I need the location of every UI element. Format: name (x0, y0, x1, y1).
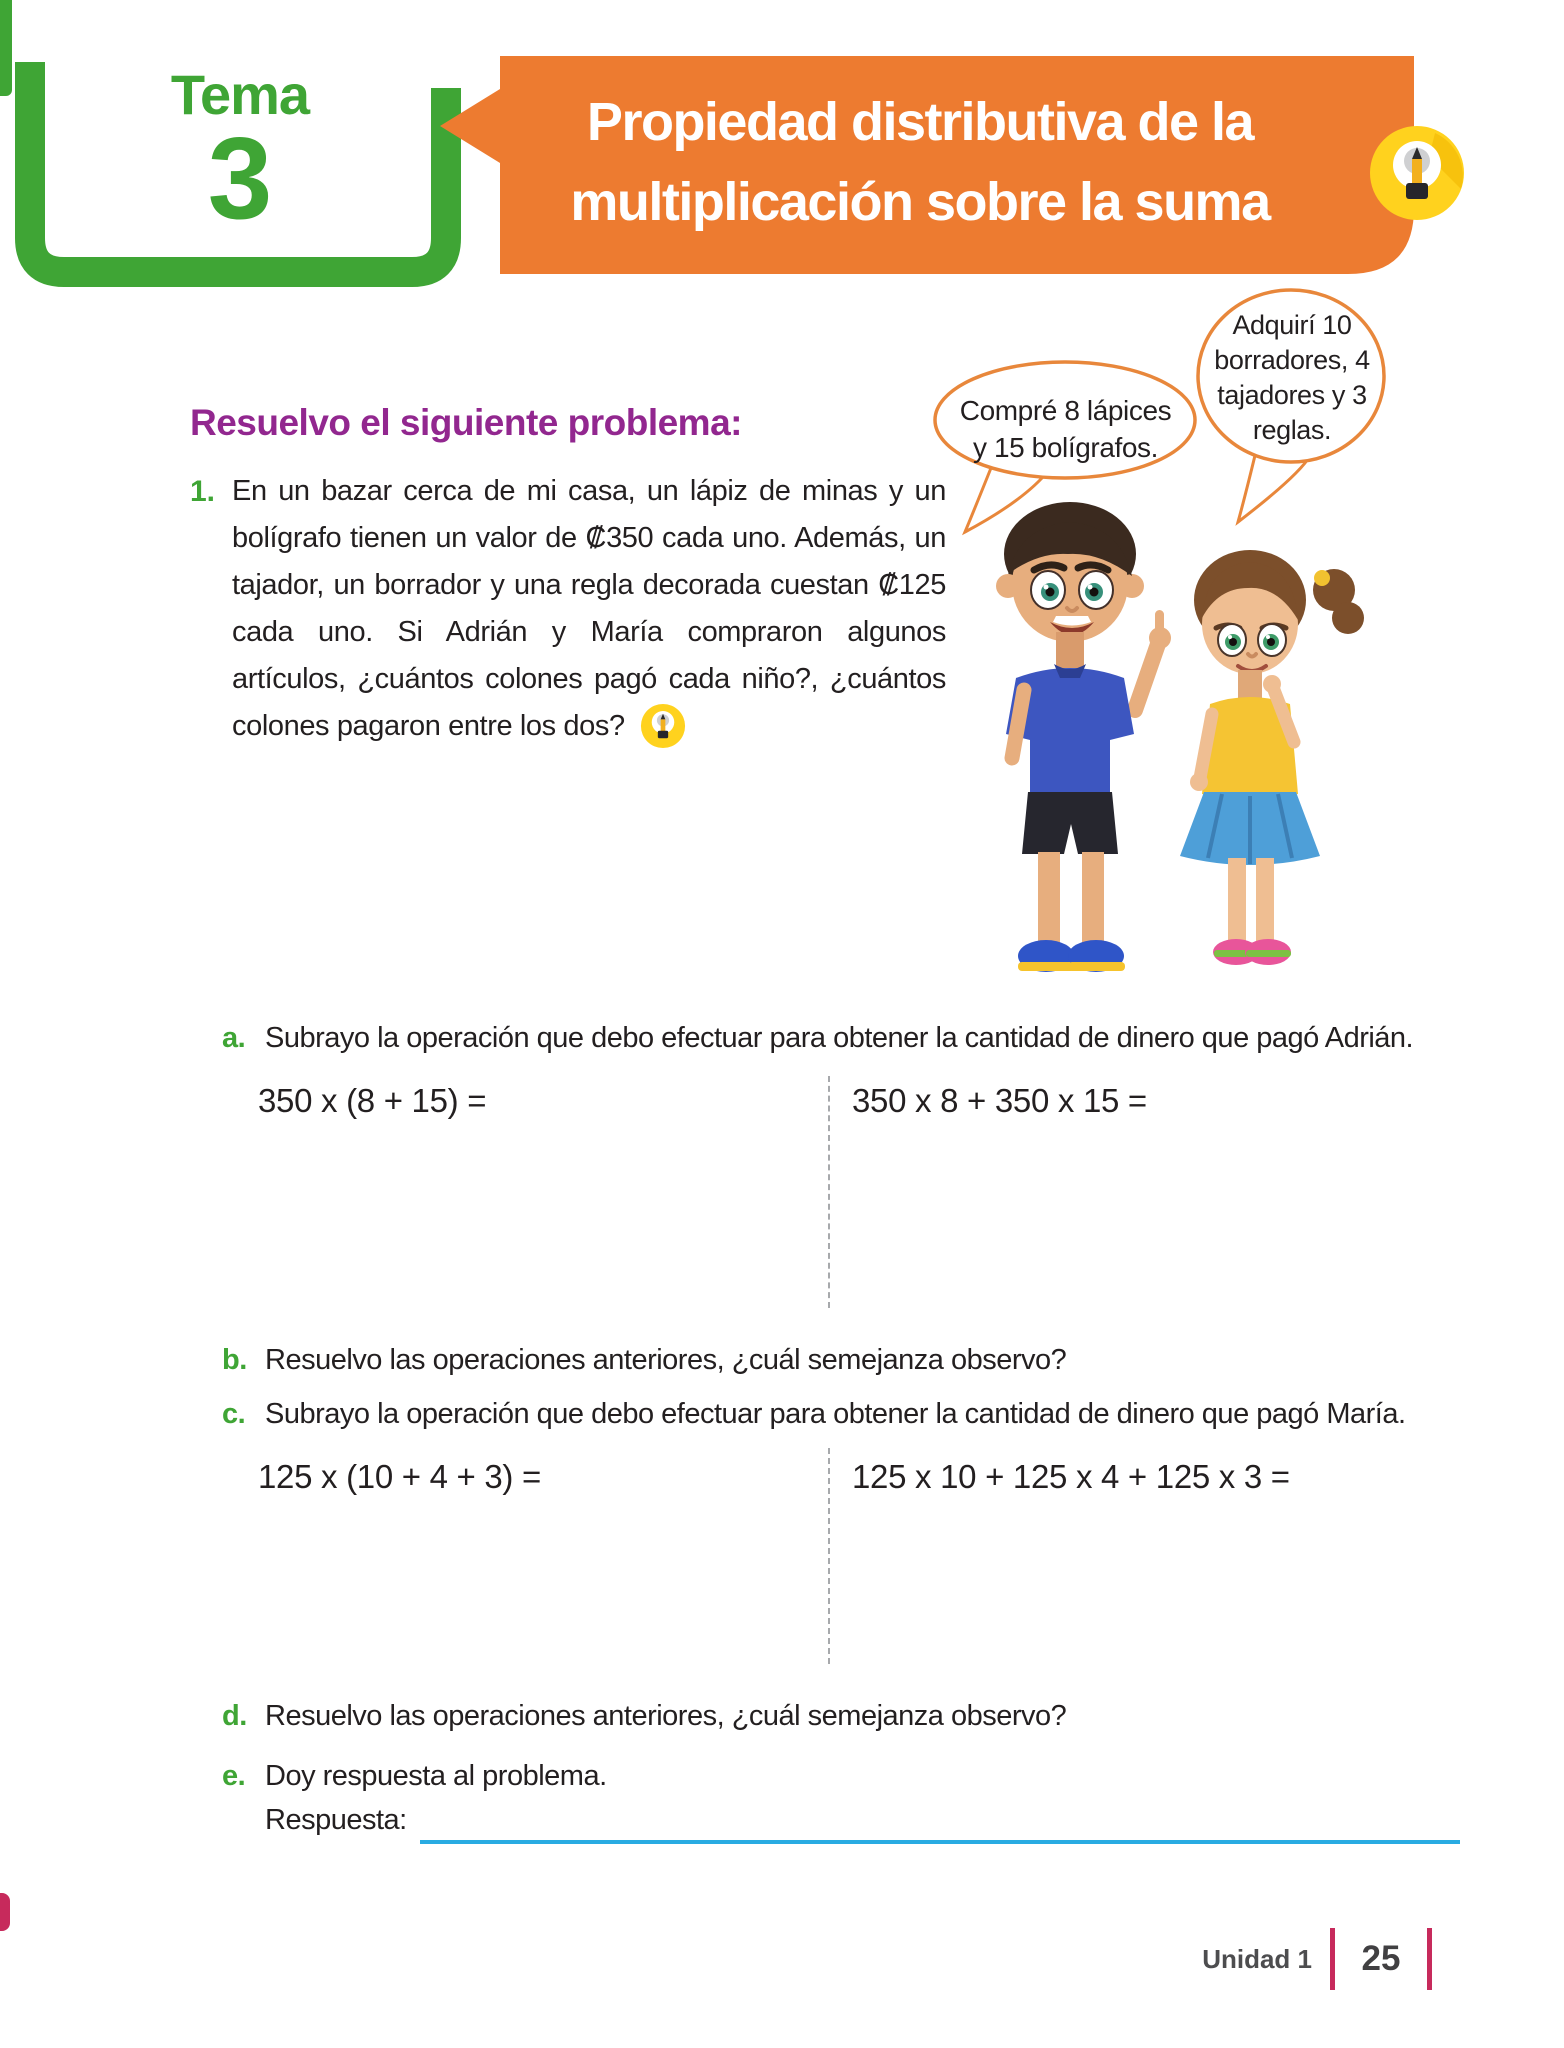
task-d-label: d. (222, 1700, 247, 1732)
lightbulb-pencil-icon (1368, 124, 1466, 222)
task-e-text: Doy respuesta al problema. (265, 1760, 607, 1792)
tema-label: Tema (170, 63, 310, 126)
answer-label: Respuesta: (265, 1804, 407, 1836)
problem-number: 1. (190, 475, 216, 508)
page-number: 25 (1330, 1928, 1432, 1990)
footer-unit-label: Unidad 1 (1202, 1944, 1312, 1974)
task-c (222, 1398, 1522, 1431)
section-heading: Resuelvo el siguiente problema: (190, 402, 742, 443)
divider-c (828, 1448, 830, 1664)
task-b-label: b. (222, 1344, 247, 1376)
problem-text: En un bazar cerca de mi casa, un lápiz de minas y un bolígrafo tienen un valor de ₡350 cada uno. Además, un tajador, un borrador y una regla decorada cuestan ₡125 cada uno. Si Adrián y María compraron algunos artículos, ¿cuántos colones pagó cada niño?, ¿cuántos colones pagaron entre los dos? (232, 468, 946, 750)
operation-a-right: 350 x 8 + 350 x 15 = (852, 1082, 1147, 1119)
task-b-text: Resuelvo las operaciones anteriores, ¿cuál semejanza observo? (265, 1344, 1067, 1376)
page-title-line1: Propiedad distributiva de la (586, 92, 1254, 152)
lightbulb-hint-icon (640, 703, 686, 749)
divider-a (828, 1076, 830, 1308)
operation-a-left: 350 x (8 + 15) = (258, 1082, 487, 1119)
task-a-text: Subrayo la operación que debo efectuar para obtener la cantidad de dinero que pagó Adrián. (265, 1022, 1414, 1054)
task-c-text: Subrayo la operación que debo efectuar para obtener la cantidad de dinero que pagó María. (265, 1398, 1406, 1430)
girl-figure (1180, 550, 1364, 965)
operation-c-right: 125 x 10 + 125 x 4 + 125 x 3 = (852, 1458, 1290, 1495)
operation-c-left: 125 x (10 + 4 + 3) = (258, 1458, 541, 1495)
page-title (505, 82, 1335, 242)
answer-write-line (420, 1840, 1460, 1844)
margin-tab (0, 1893, 10, 1931)
page-title-line2: multiplicación sobre la suma (570, 172, 1270, 232)
speech-bubble-boy-text: Compré 8 lápices y 15 bolígrafos. (959, 395, 1172, 463)
task-e (222, 1760, 1522, 1793)
task-d (222, 1700, 1522, 1733)
task-b (222, 1344, 1522, 1377)
task-a-label: a. (222, 1022, 246, 1054)
task-a (222, 1022, 1522, 1055)
speech-bubble-girl-text: Adquirí 10 borradores, 4 tajadores y 3 reglas. (1214, 310, 1370, 445)
task-d-text: Resuelvo las operaciones anteriores, ¿cuál semejanza observo? (265, 1700, 1067, 1732)
task-e-label: e. (222, 1760, 246, 1792)
boy-figure (996, 502, 1171, 972)
tema-number: 3 (207, 113, 273, 243)
problem-item (190, 468, 946, 750)
task-c-label: c. (222, 1398, 246, 1430)
children-illustration (950, 482, 1390, 1022)
